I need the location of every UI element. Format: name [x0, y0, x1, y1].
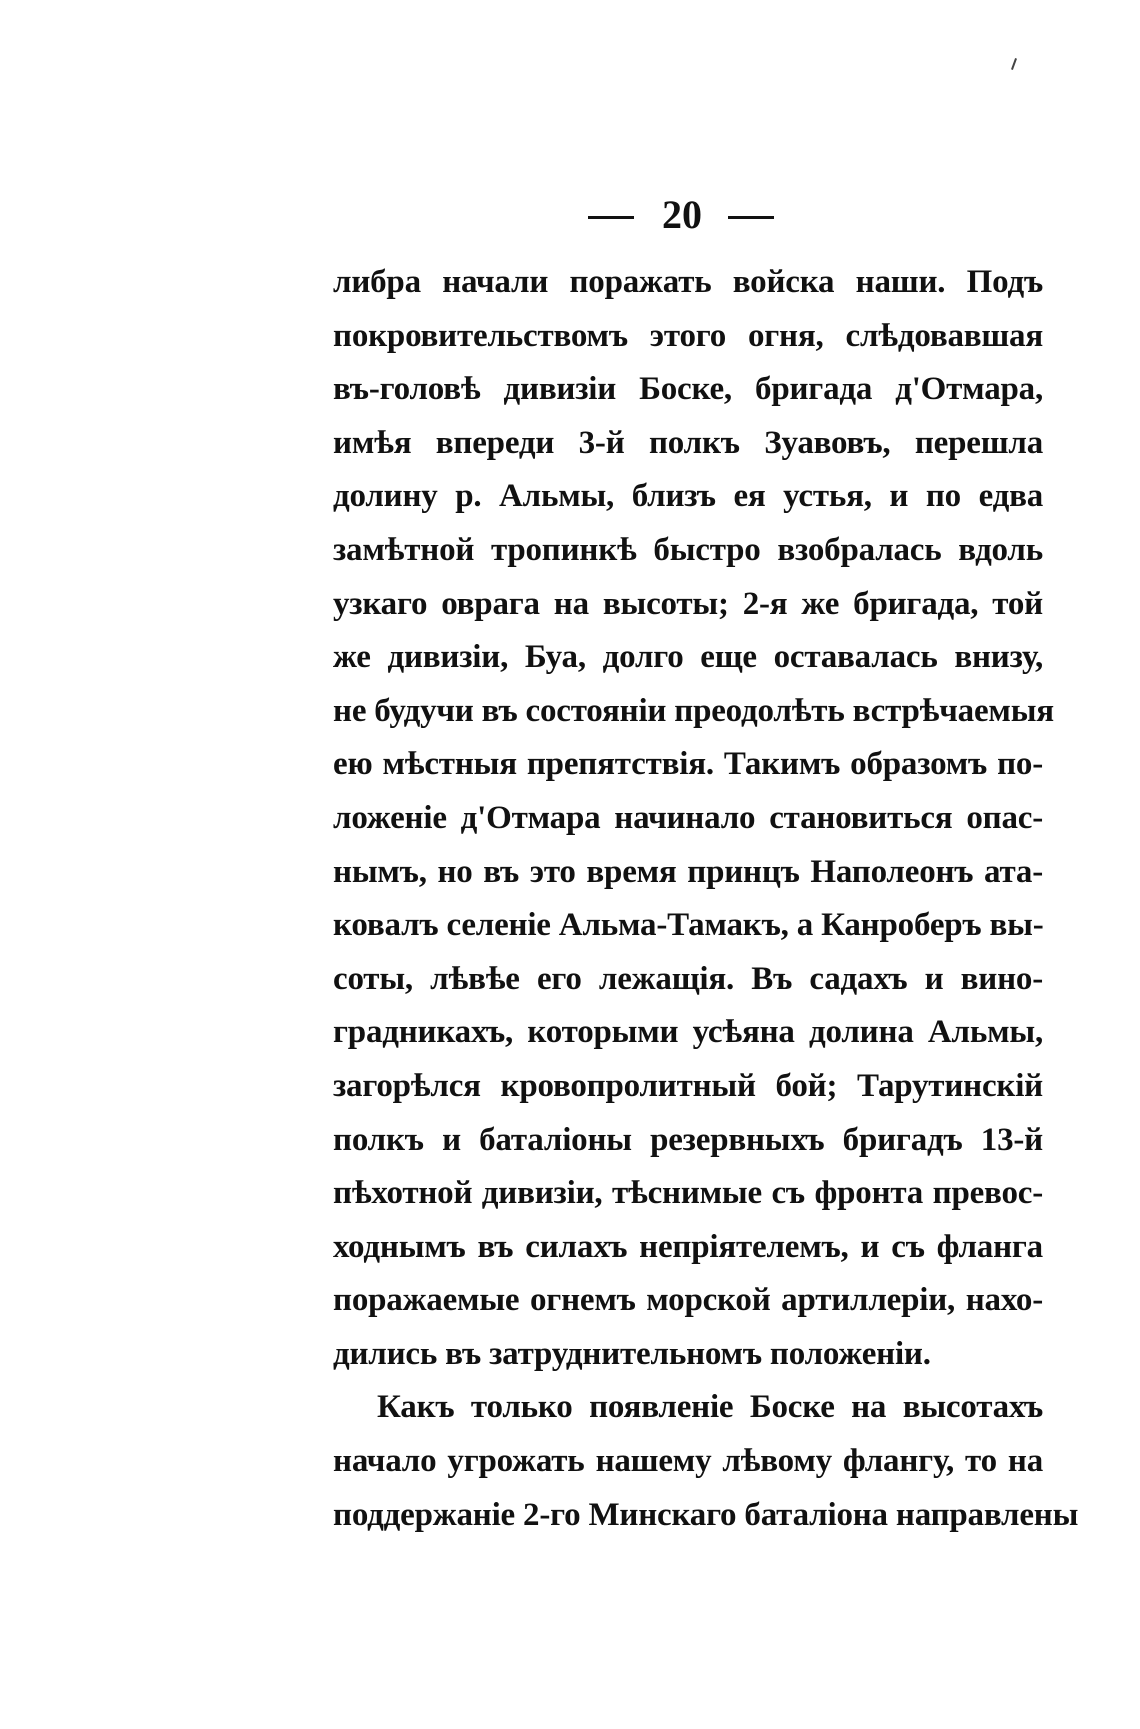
- text-line: же дивизiи, Буа, долго еще оставалась внизу,: [333, 639, 1043, 676]
- text-line: долину р. Альмы, близъ ея устья, и по едва: [333, 478, 1043, 515]
- text-line: ложенiе д'Отмара начинало становиться опас-: [333, 799, 1043, 836]
- text-line: узкаго оврага на высоты; 2-я же бригада, той: [333, 585, 1043, 622]
- text-line: покровительствомъ этого огня, слѣдовавшая: [333, 317, 1043, 354]
- text-line: либра начали поражать войска наши. Подъ: [333, 264, 1043, 300]
- paragraph-start-line: Какъ только появленiе Боске на высотахъ: [377, 1389, 1043, 1426]
- text-line: загорѣлся кровопролитный бой; Тарутинскiй: [333, 1067, 1043, 1104]
- paragraph-end-line: дились въ затруднительномъ положенiи.: [333, 1335, 931, 1372]
- body-text: [333, 256, 1079, 1542]
- text-line: нымъ, но въ это время принцъ Наполеонъ ата-: [333, 853, 1043, 890]
- text-line: поддержанiе 2-го Минскаго баталiона направлены: [333, 1496, 1079, 1533]
- text-line: поражаемые огнемъ морской артиллерiи, нахо-: [333, 1282, 1043, 1319]
- text-line: ходнымъ въ силахъ непрiятелемъ, и съ фланга: [333, 1228, 1043, 1265]
- text-line: имѣя впереди 3-й полкъ Зуавовъ, перешла: [333, 424, 1043, 461]
- text-line: ею мѣстныя препятствiя. Такимъ образомъ по-: [333, 746, 1043, 783]
- page-number: 20: [662, 192, 702, 237]
- text-line: въ-головѣ дивизiи Боске, бригада д'Отмара,: [333, 371, 1043, 408]
- text-line: соты, лѣвѣе его лежащiя. Въ садахъ и вино-: [333, 960, 1043, 997]
- text-line: ковалъ селенiе Альма-Тамакъ, а Канроберъ вы-: [333, 907, 1044, 944]
- page-header: [0, 190, 1140, 240]
- text-line: начало угрожать нашему лѣвому флангу, то на: [333, 1443, 1043, 1480]
- page-number-dash-left: [588, 216, 634, 219]
- text-line: не будучи въ состоянiи преодолѣть встрѣчаемыя: [333, 692, 1054, 729]
- text-line: замѣтной тропинкѣ быстро взобралась вдоль: [333, 531, 1043, 568]
- text-line: полкъ и баталiоны резервныхъ бригадъ 13-й: [333, 1121, 1043, 1158]
- corner-mark: [1011, 58, 1017, 70]
- page-number-dash-right: [728, 216, 774, 219]
- text-line: градникахъ, которыми усѣяна долина Альмы,: [333, 1014, 1043, 1051]
- text-line: пѣхотной дивизiи, тѣснимые съ фронта превос-: [333, 1175, 1043, 1212]
